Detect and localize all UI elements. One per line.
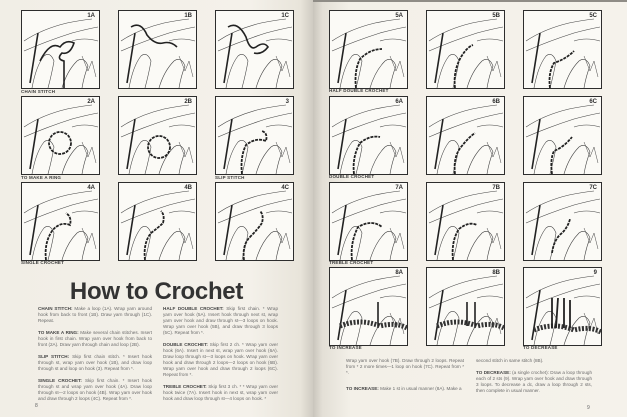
page-title: How to Crochet xyxy=(69,278,244,305)
ring-illustration xyxy=(119,97,196,174)
chain-stitch-illustration xyxy=(22,11,99,88)
illustration-panel-4b: 4B xyxy=(118,182,197,261)
instruction-half-double-crochet: HALF DOUBLE CROCHET: Skip first chain. * Wrap yarn over hook (5A). Insert hook through next st, wrap yarn over hook and draw through st—3 loops on hook. Wrap yarn over hook (5B), and draw through 3 loops (5C). Repeat from *. xyxy=(163,306,278,335)
instructions-column-3 xyxy=(346,358,464,398)
treble-crochet-illustration xyxy=(524,183,601,260)
treble-crochet-illustration xyxy=(427,183,504,260)
page-top-edge xyxy=(313,0,627,2)
illustration-panel-6b: 6B xyxy=(426,96,505,175)
single-crochet-illustration xyxy=(119,183,196,260)
caption-treble-crochet: TREBLE CROCHET xyxy=(329,260,374,265)
instruction-slip-stitch: SLIP STITCH: Skip first chain stitch. * Insert hook through st, wrap yarn over hook (1B), and draw loop through st and loop on hook (3). Repeat from *. xyxy=(38,354,153,371)
treble-crochet-illustration xyxy=(330,183,407,260)
instruction-make-a-ring: TO MAKE A RING: Make several chain stitches. Insert hook in first chain. Wrap yarn over hook from back to front (2A). Draw yarn through chain and loop (2B). xyxy=(38,330,152,347)
caption-to-decrease: TO DECREASE xyxy=(523,345,558,350)
illustration-panel-1c: 1C xyxy=(215,10,294,89)
instruction-to-decrease: TO DECREASE: (a single crochet): Draw a loop through each of 2 sts (9). Wrap yarn over hook and draw through 3 loops. To decrease a dc, draw a loop through 2 sts, then complete in usual manner. xyxy=(476,370,593,393)
double-crochet-illustration xyxy=(427,97,504,174)
single-crochet-illustration xyxy=(216,183,293,260)
illustration-panel-6a: 6A xyxy=(329,96,408,175)
illustration-panel-8a: 8A xyxy=(329,267,408,346)
increase-illustration xyxy=(427,268,504,345)
instructions-column-2 xyxy=(163,306,278,408)
illustration-panel-4c: 4C xyxy=(215,182,294,261)
illustration-panel-6c: 6C xyxy=(523,96,602,175)
caption-slip-stitch: SLIP STITCH xyxy=(215,175,245,180)
page-number-right: 9 xyxy=(587,405,590,411)
instruction-treble-crochet: TREBLE CROCHET: Skip first 3 ch. * * Wrap yarn over hook twice (7A). Insert hook in next st, wrap yarn over hook and draw loop through st—4 loops on hook. * xyxy=(163,384,279,401)
half-double-crochet-illustration xyxy=(524,11,601,88)
caption-single-crochet: SINGLE CROCHET xyxy=(21,260,65,265)
illustration-panel-7a: 7A xyxy=(329,182,408,261)
illustration-panel-8b: 8B xyxy=(426,267,505,346)
illustration-panel-2a: 2A xyxy=(21,96,100,175)
instruction-chain-stitch: CHAIN STITCH: Make a loop (1A). Wrap yarn around hook from back to front (1B). Draw yarn through (1C). Repeat. xyxy=(38,306,153,323)
double-crochet-illustration xyxy=(330,97,407,174)
illustration-panel-4a: 4A xyxy=(21,182,100,261)
instructions-column-4 xyxy=(476,358,592,400)
illustration-panel-5c: 5C xyxy=(523,10,602,89)
increase-illustration xyxy=(330,268,407,345)
illustration-panel-1a: 1A xyxy=(21,10,100,89)
caption-double-crochet: DOUBLE CROCHET xyxy=(329,174,375,179)
half-double-crochet-illustration xyxy=(427,11,504,88)
slip-stitch-illustration xyxy=(216,97,293,174)
illustration-panel-5b: 5B xyxy=(426,10,505,89)
illustration-panel-3: 3 xyxy=(215,96,294,175)
single-crochet-illustration xyxy=(22,183,99,260)
illustration-panel-7b: 7B xyxy=(426,182,505,261)
caption-to-increase: TO INCREASE xyxy=(329,345,362,350)
instruction-to-increase: TO INCREASE: Make 1 st in usual manner (8A). Make a xyxy=(346,386,462,391)
instruction-to-increase-continued: second stitch in same stitch (8B). xyxy=(476,358,544,363)
instruction-treble-crochet-continued: Wrap yarn over hook (7B). Draw through 2 loops. Repeat from * 2 more times—1 loop on hook (7C). Repeat from * *. xyxy=(346,358,464,375)
instruction-single-crochet: SINGLE CROCHET: Skip first chain. * Insert hook through st and wrap yarn over hook (4A). Draw loop through st—2 loops on hook (4B). Wrap yarn over hook and draw through 2 loops (4C). Repeat from *. xyxy=(38,378,152,401)
caption-chain-stitch: CHAIN STITCH xyxy=(21,89,56,94)
chain-stitch-illustration xyxy=(216,11,293,88)
caption-half-double-crochet: HALF DOUBLE CROCHET xyxy=(329,88,389,93)
page-number-left: 8 xyxy=(35,403,38,409)
ring-illustration xyxy=(22,97,99,174)
illustration-panel-1b: 1B xyxy=(118,10,197,89)
half-double-crochet-illustration xyxy=(330,11,407,88)
illustration-panel-7c: 7C xyxy=(523,182,602,261)
caption-to-make-a-ring: TO MAKE A RING xyxy=(21,175,62,180)
instructions-column-1 xyxy=(38,306,152,408)
illustration-panel-2b: 2B xyxy=(118,96,197,175)
double-crochet-illustration xyxy=(524,97,601,174)
decrease-illustration xyxy=(524,268,601,345)
chain-stitch-illustration xyxy=(119,11,196,88)
instruction-double-crochet: DOUBLE CROCHET: Skip first 2 ch. * Wrap yarn over hook (6A). Insert in next st, wrap yarn over hook (6A). Draw loop through st—3 loops on hook. Wrap yarn over hook and draw through 2 loops—2 loops on hook (6B). Wrap yarn over hook and draw through 2 loops (6C). Repeat from *. xyxy=(163,342,279,377)
illustration-panel-5a: 5A xyxy=(329,10,408,89)
illustration-panel-9: 9 xyxy=(523,267,602,346)
